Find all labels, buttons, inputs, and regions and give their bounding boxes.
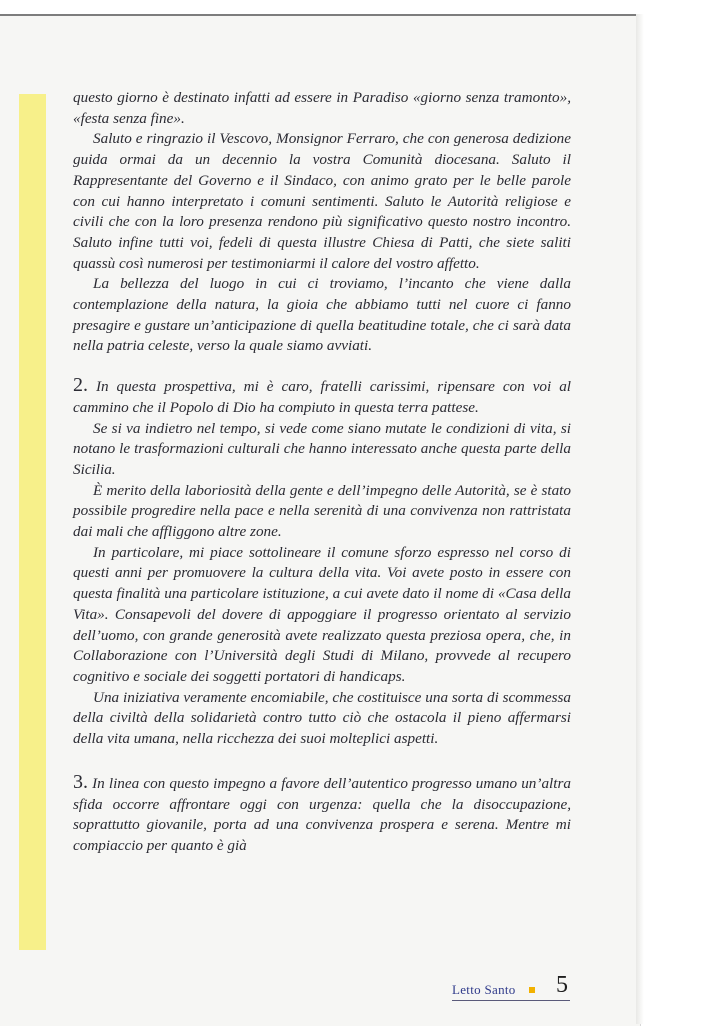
yellow-margin-bar xyxy=(19,94,46,950)
paragraph-text: questo giorno è destinato infatti ad essere in Paradiso «giorno senza tramonto», «festa senza fine». xyxy=(73,89,571,127)
paragraph-text: Saluto e ringrazio il Vescovo, Monsignor Ferraro, che con generosa dedizione guida ormai da un decennio la vostra Comunità diocesana. Saluto il Rappresentante del Governo e il Sindaco, con animo grato per le belle parole con cui hanno interpretato i comuni sentimenti. Saluto le Autorità religiose e civili che con la loro presenza rendono più significativo questo nostro incontro. Saluto infine tutti voi, fedeli di questa illustre Chiesa di Patti, che siete saliti quassù così numerosi per testimoniarmi il calore del vostro affetto. xyxy=(73,130,571,272)
paragraph xyxy=(73,543,571,688)
page-number: 5 xyxy=(556,972,568,998)
section-number: 2. xyxy=(73,374,88,397)
paragraph xyxy=(73,274,571,357)
paragraph-text: In particolare, mi piace sottolineare il comune sforzo espresso nel corso di questi anni per promuovere la cultura della vita. Voi avete posto in essere con questa finalità una particolare istituzione, a cui avete dato il nome di «Casa della Vita». Consapevoli del dovere di appoggiare il progresso orientato al servizio dell’uomo, con grande generosità avete realizzato questa preziosa opera, che, in Collaborazione con l’Università degli Studi di Milano, provvede al recupero cognitivo e sociale dei soggetti portatori di handicaps. xyxy=(73,543,571,685)
running-title: Letto Santo xyxy=(452,982,516,997)
paragraph-text: Se si va indietro nel tempo, si vede come siano mutate le condizioni di vita, si notano le trasformazioni culturali che hanno interessato anche questa parte della Sicilia. xyxy=(73,419,571,478)
paragraph xyxy=(73,419,571,481)
paragraph xyxy=(73,129,571,274)
paragraph xyxy=(73,88,571,129)
paragraph xyxy=(73,688,571,750)
paragraph-text: È merito della laboriosità della gente e dell’impegno delle Autorità, se è stato possibile progredire nella pace e nella serenità di una convivenza non rattristata dai mali che affliggono altre zone. xyxy=(73,481,571,541)
section-paragraph xyxy=(73,375,571,418)
paragraph-text: In linea con questo impegno a favore dell’autentico progresso umano un’altra sfida occorre affrontare oggi con urgenza: quella che la disoccupazione, soprattutto giovanile, porta ad una convivenza prospera e serena. Mentre mi compiaccio per quanto è già xyxy=(73,774,571,854)
body-text xyxy=(73,88,571,857)
paragraph-text: Una iniziativa veramente encomiabile, che costituisce una sorta di scommessa della civiltà della solidarietà contro tutto ciò che ostacola il pieno affermarsi della vita umana, nella ricchezza dei suoi molteplici aspetti. xyxy=(73,688,571,748)
section-number: 3. xyxy=(73,770,88,793)
page-footer xyxy=(452,972,570,1001)
paragraph-text: La bellezza del luogo in cui ci troviamo, l’incanto che viene dalla contemplazione della natura, la gioia che abbiamo tutti nel cuore ci fanno presagire e gustare un’anticipazione di quella beatitudine totale, che ci sarà data nella patria celeste, verso la quale siamo avviati. xyxy=(73,275,571,355)
footer-square-ornament xyxy=(529,987,535,993)
page-edge-shadow xyxy=(636,14,644,1024)
section-paragraph xyxy=(73,772,571,857)
paragraph xyxy=(73,481,571,543)
paragraph-text: In questa prospettiva, mi è caro, fratelli carissimi, ripensare con voi al cammino che il Popolo di Dio ha compiuto in questa terra pattese. xyxy=(73,378,572,416)
